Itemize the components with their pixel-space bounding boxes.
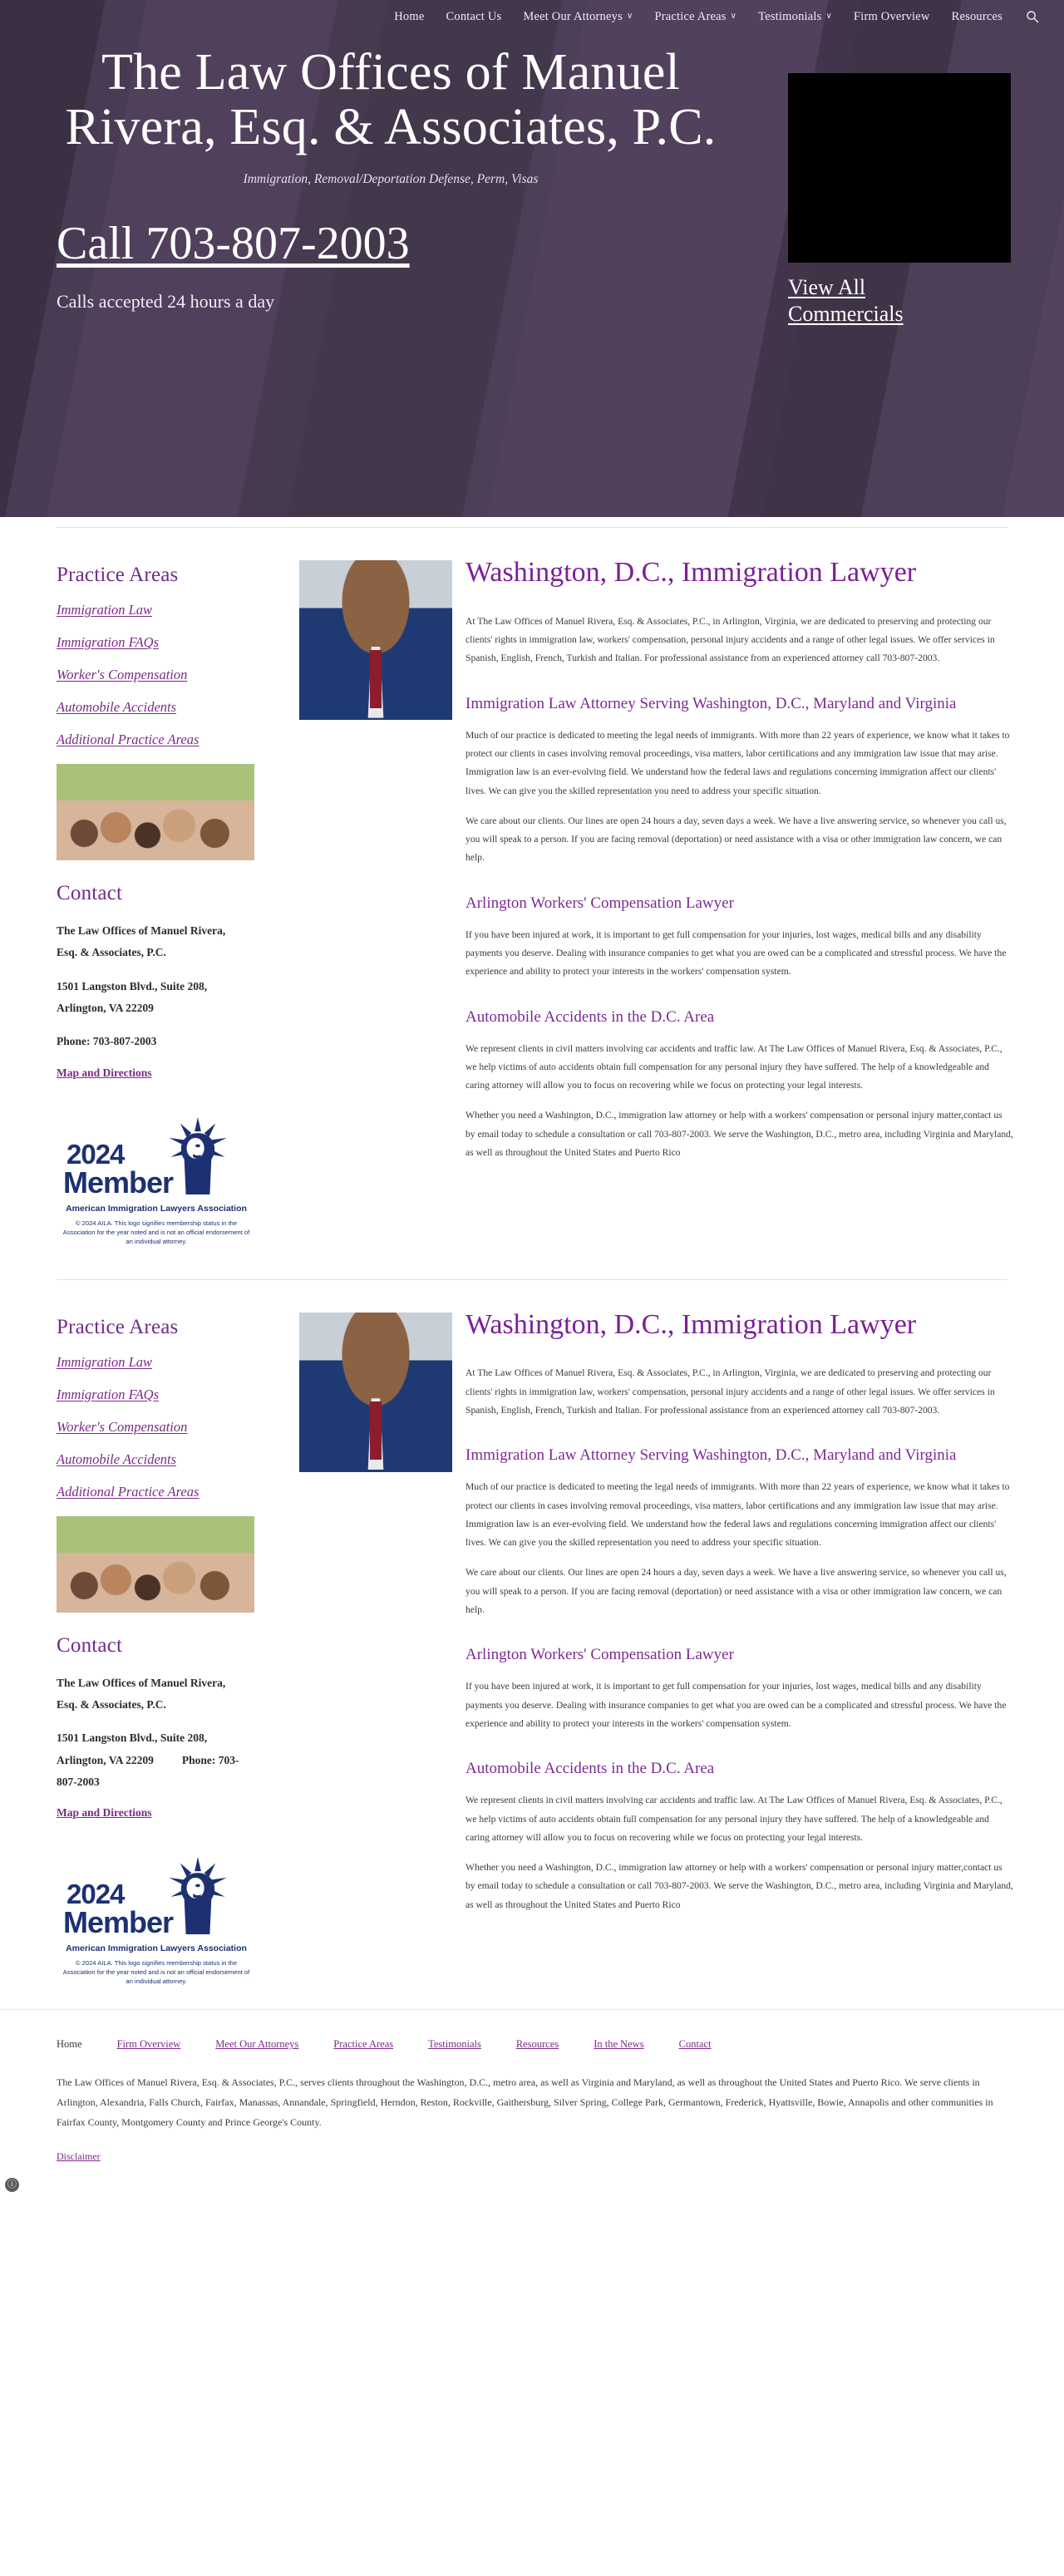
contact-address-line2: Arlington, VA 22209	[57, 1001, 154, 1014]
sidebar	[0, 539, 299, 1261]
content-block	[0, 517, 1064, 1269]
sidebar-item-workers-compensation[interactable]: Worker's Compensation	[57, 1418, 188, 1435]
nav-item-label: Firm Overview	[853, 9, 930, 23]
contact-firm-name-line2: Esq. & Associates, P.C.	[57, 1697, 166, 1711]
sidebar-item-additional-practice-areas[interactable]: Additional Practice Areas	[57, 731, 200, 747]
main-navigation	[0, 0, 1064, 27]
sidebar-item-immigration-law[interactable]: Immigration Law	[57, 602, 153, 618]
section-divider	[57, 527, 1007, 528]
footer-service-area-text: The Law Offices of Manuel Rivera, Esq. & Associates, P.C., serves clients throughout the Washington, D.C., metro area, as well as Virginia and Maryland, as well as throughout the United States and Puerto Rico. We serve clients in Arlington, Alexandria, Falls Church, Fairfax, Manassas, Annandale, Springfield, Herndon, Reston, Rockville, Gaithersburg, Silver Spring, College Park, Germantown, Frederick, Hyattsville, Bowie, Annapolis and other communities in Fairfax County, Montgomery County and Prince George's County.	[57, 2076, 993, 2129]
sidebar-item-immigration-faqs[interactable]: Immigration FAQs	[57, 1386, 159, 1402]
footer-link-contact[interactable]: Contact	[678, 2038, 712, 2051]
section-divider	[57, 1279, 1007, 1280]
footer-link-practice-areas[interactable]: Practice Areas	[333, 2038, 394, 2051]
family-photo	[57, 764, 254, 860]
badge-association-name: American Immigration Lawyers Association	[66, 1943, 247, 1954]
contact-phone-wrapped: Phone: 703-	[181, 1753, 239, 1766]
contact-firm-name-line1: The Law Offices of Manuel Rivera,	[57, 924, 226, 937]
contact-address-line1: 1501 Langston Blvd., Suite 208,	[57, 1731, 208, 1745]
footer-link-in-the-news[interactable]: In the News	[594, 2038, 644, 2051]
paragraph-automobile-accidents: We represent clients in civil matters involving car accidents and traffic law. At The Law Offices of Manuel Rivera, Esq. & Associates, P.C., we help victims of auto accidents obtain full compensation for any personal injury they have suffered. The help of a knowledgeable and caring attorney will allow you to focus on recovering while we focus on protecting your legal interests.	[466, 1795, 1002, 1843]
heading-workers-compensation: Arlington Workers' Compensation Lawyer	[466, 1646, 734, 1664]
sidebar-item-workers-compensation[interactable]: Worker's Compensation	[57, 667, 188, 682]
firm-title: The Law Offices of Manuel Rivera, Esq. & Associates, P.C.	[65, 44, 717, 156]
nav-item-label: Resources	[951, 9, 1002, 23]
nav-item-meet-our-attorneys[interactable]	[523, 10, 633, 24]
paragraph-automobile-accidents: We represent clients in civil matters involving car accidents and traffic law. At The Law Offices of Manuel Rivera, Esq. & Associates, P.C., we help victims of auto accidents obtain full compensation for any personal injury they have suffered. The help of a knowledgeable and caring attorney will allow you to focus on recovering while we focus on protecting your legal interests.	[466, 1042, 1002, 1091]
footer-link-firm-overview[interactable]: Firm Overview	[116, 2038, 181, 2051]
badge-fine-print: © 2024 AILA. This logo signifies membership status in the Association for the year noted and is not an official endorsement of an individual attorney.	[62, 1959, 250, 1986]
page-title: Washington, D.C., Immigration Lawyer	[466, 557, 917, 588]
sidebar-contact-heading: Contact	[57, 882, 123, 904]
contact-address-line2: Arlington, VA 22209	[57, 1753, 154, 1766]
paragraph-immigration-1: Much of our practice is dedicated to meeting the legal needs of immigrants. With more than 22 years of experience, we know what it takes to protect our clients in cases involving removal proceedings, visa matters, labor certifications and any immigration law issue that may arise. Immigration law is an ever-evolving field. We understand how the federal laws and regulations concerning immigration affect our clients' lives. We can give you the skilled representation you need to address your specific situation.	[466, 729, 1010, 796]
contact-firm-name-line2: Esq. & Associates, P.C.	[57, 946, 166, 959]
sidebar-item-automobile-accidents[interactable]: Automobile Accidents	[57, 1451, 177, 1467]
badge-association-name: American Immigration Lawyers Association	[66, 1203, 247, 1214]
paragraph-workers-compensation: If you have been injured at work, it is important to get full compensation for your injuries, lost wages, medical bills and any disability payments you deserve. Dealing with insurance companies to get what you are owed can be a complicated and stressful process. We have the experience and ability to protect your interests in the workers' compensation system.	[466, 1681, 1007, 1729]
accessibility-icon[interactable]: ⓘ	[5, 2178, 19, 2192]
paragraph-workers-compensation: If you have been injured at work, it is important to get full compensation for your injuries, lost wages, medical bills and any disability payments you deserve. Dealing with insurance companies to get what you are owed can be a complicated and stressful process. We have the experience and ability to protect your interests in the workers' compensation system.	[466, 928, 1007, 978]
badge-year: 2024	[66, 1879, 125, 1910]
sidebar-item-additional-practice-areas[interactable]: Additional Practice Areas	[57, 1483, 200, 1500]
map-and-directions-link[interactable]: Map and Directions	[57, 1066, 152, 1079]
heading-workers-compensation: Arlington Workers' Compensation Lawyer	[466, 894, 734, 912]
heading-automobile-accidents: Automobile Accidents in the D.C. Area	[466, 1007, 715, 1026]
sidebar-practice-heading: Practice Areas	[57, 564, 179, 586]
map-and-directions-link[interactable]: Map and Directions	[57, 1806, 152, 1820]
page-footer	[0, 2009, 1064, 2197]
sidebar-duplicate	[0, 1291, 299, 2002]
paragraph-closing: Whether you need a Washington, D.C., immigration law attorney or help with a workers' compensation or personal injury matter,contact us by email today to schedule a consultation or call 703-807-2003. We serve the Washington, D.C., metro area, including Virginia and Maryland, as well as throughout the United States and Puerto Rico	[466, 1862, 1013, 1910]
hero-hours-note: Calls accepted 24 hours a day	[57, 291, 275, 313]
disclaimer-link[interactable]: Disclaimer	[57, 2150, 101, 2163]
nav-item-resources[interactable]	[952, 10, 1002, 24]
nav-item-label: Meet Our Attorneys	[523, 9, 623, 23]
contact-address-line1: 1501 Langston Blvd., Suite 208,	[57, 979, 208, 992]
footer-link-testimonials[interactable]: Testimonials	[428, 2038, 481, 2051]
hero-call-link[interactable]: Call 703-807-2003	[57, 217, 410, 269]
main-content-duplicate	[466, 1291, 1064, 2002]
chevron-down-icon: ∨	[730, 12, 737, 21]
sidebar-practice-links	[57, 602, 278, 748]
badge-member-label: Member	[63, 1905, 174, 1940]
paragraph-closing: Whether you need a Washington, D.C., immigration law attorney or help with a workers' compensation or personal injury matter,contact us by email today to schedule a consultation or call 703-807-2003. We serve the Washington, D.C., metro area, including Virginia and Maryland, as well as throughout the United States and Puerto Rico	[466, 1110, 1013, 1158]
commercial-video-player[interactable]	[788, 73, 1011, 263]
nav-item-practice-areas[interactable]	[654, 10, 736, 24]
aila-member-badge	[62, 1850, 251, 1986]
aila-member-badge	[62, 1111, 251, 1246]
sidebar-contact-heading: Contact	[57, 1633, 123, 1657]
contact-firm-name-line1: The Law Offices of Manuel Rivera,	[57, 1676, 226, 1689]
nav-item-label: Testimonials	[758, 9, 822, 23]
paragraph-immigration-2: We care about our clients. Our lines are open 24 hours a day, seven days a week. We have a live answering service, so whenever you call us, you will speak to a person. If you are facing removal (deportation) or need assistance with a visa or other immigration law concern, we can help.	[466, 815, 1007, 864]
nav-item-label: Contact Us	[446, 9, 502, 23]
footer-navigation	[57, 2038, 1007, 2051]
nav-item-label: Practice Areas	[654, 9, 727, 23]
badge-member-label: Member	[63, 1165, 174, 1199]
nav-item-contact-us[interactable]	[446, 10, 502, 24]
page-title: Washington, D.C., Immigration Lawyer	[466, 1308, 917, 1340]
footer-link-home: Home	[57, 2038, 82, 2051]
nav-item-label: Home	[394, 9, 425, 23]
contact-phone-wrapped-rest: 807-2003	[57, 1775, 100, 1788]
paragraph-immigration-2: We care about our clients. Our lines are open 24 hours a day, seven days a week. We have a live answering service, so whenever you call us, you will speak to a person. If you are facing removal (deportation) or need assistance with a visa or other immigration law concern, we can help.	[466, 1567, 1007, 1615]
attorney-photo-column	[299, 1291, 466, 2002]
sidebar-practice-links	[57, 1354, 278, 1500]
attorney-portrait	[299, 1313, 452, 1472]
content-block-duplicate	[0, 1269, 1064, 2010]
hero-banner	[0, 0, 1064, 517]
chevron-down-icon: ∨	[825, 12, 832, 21]
attorney-photo-column	[299, 539, 466, 1261]
heading-immigration-attorney: Immigration Law Attorney Serving Washington, D.C., Maryland and Virginia	[466, 694, 957, 712]
badge-fine-print: © 2024 AILA. This logo signifies membership status in the Association for the year noted and is not an official endorsement of an individual attorney.	[62, 1219, 250, 1245]
footer-link-meet-our-attorneys[interactable]: Meet Our Attorneys	[215, 2038, 299, 2051]
nav-item-testimonials[interactable]	[758, 10, 832, 24]
main-content	[466, 539, 1064, 1261]
chevron-down-icon: ∨	[626, 12, 633, 21]
sidebar-practice-heading: Practice Areas	[57, 1315, 179, 1338]
heading-immigration-attorney: Immigration Law Attorney Serving Washington, D.C., Maryland and Virginia	[466, 1446, 957, 1465]
intro-paragraph: At The Law Offices of Manuel Rivera, Esq. & Associates, P.C., in Arlington, Virginia, we are dedicated to preserving and protecting our clients' rights in immigration law, workers' compensation, personal injury accidents and a range of other legal issues. We offer services in Spanish, English, French, Turkish and Italian. For professional assistance from an experienced attorney call 703-807-2003.	[466, 615, 995, 664]
sidebar-item-automobile-accidents[interactable]: Automobile Accidents	[57, 699, 177, 715]
nav-item-firm-overview[interactable]	[854, 10, 930, 24]
attorney-portrait	[299, 560, 452, 720]
heading-automobile-accidents: Automobile Accidents in the D.C. Area	[466, 1760, 715, 1778]
sidebar-item-immigration-faqs[interactable]: Immigration FAQs	[57, 634, 159, 650]
paragraph-immigration-1: Much of our practice is dedicated to meeting the legal needs of immigrants. With more than 22 years of experience, we know what it takes to protect our clients in cases involving removal proceedings, visa matters, labor certifications and any immigration law issue that may arise. Immigration law is an ever-evolving field. We understand how the federal laws and regulations concerning immigration affect our clients' lives. We can give you the skilled representation you need to address your specific situation.	[466, 1481, 1010, 1549]
badge-year: 2024	[66, 1138, 125, 1170]
firm-tagline: Immigration, Removal/Deportation Defense, Perm, Visas	[243, 171, 539, 186]
nav-item-home[interactable]	[394, 10, 424, 24]
footer-link-resources[interactable]: Resources	[515, 2038, 559, 2051]
intro-paragraph: At The Law Offices of Manuel Rivera, Esq. & Associates, P.C., in Arlington, Virginia, we are dedicated to preserving and protecting our clients' rights in immigration law, workers' compensation, personal injury accidents and a range of other legal issues. We offer services in Spanish, English, French, Turkish and Italian. For professional assistance from an experienced attorney call 703-807-2003.	[466, 1367, 995, 1416]
sidebar-item-immigration-law[interactable]: Immigration Law	[57, 1353, 153, 1370]
contact-address-row	[57, 1750, 278, 1771]
family-photo	[57, 1516, 254, 1613]
contact-phone: Phone: 703-807-2003	[57, 1035, 157, 1048]
search-icon[interactable]	[1024, 10, 1041, 23]
view-all-commercials-link[interactable]: View All Commercials	[788, 275, 904, 326]
